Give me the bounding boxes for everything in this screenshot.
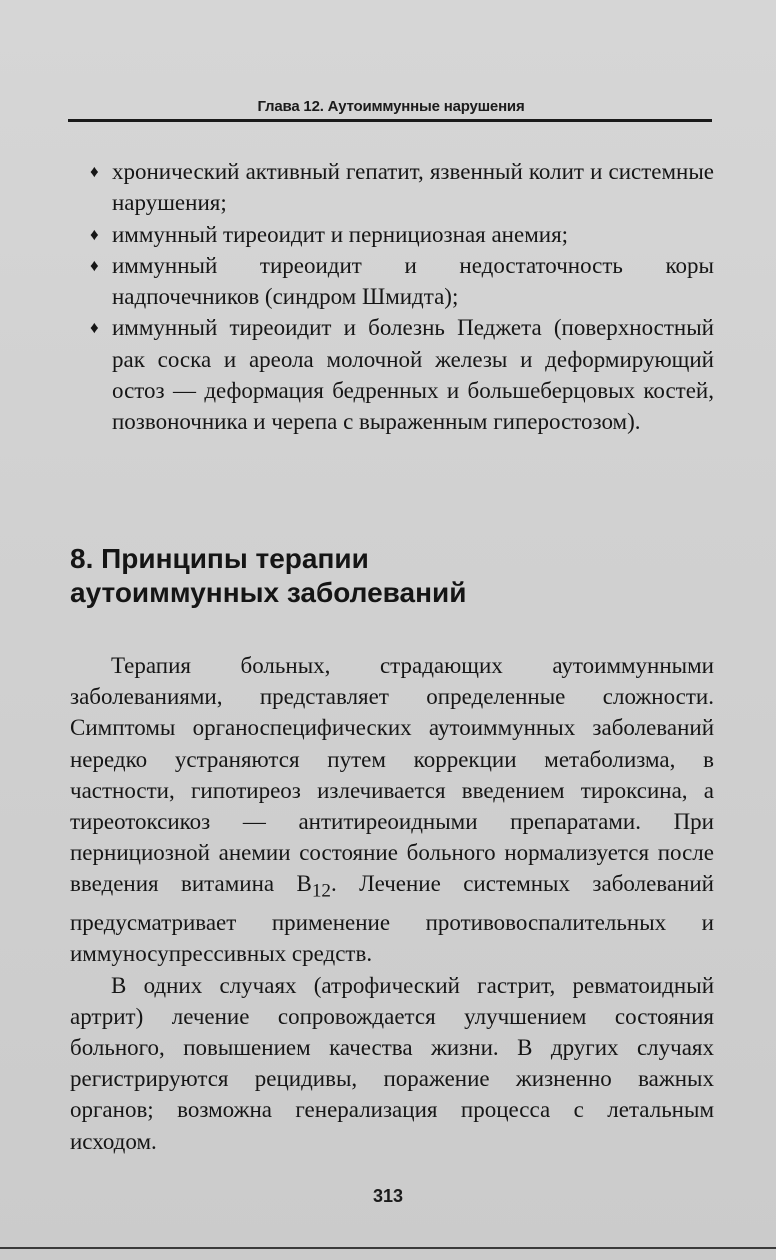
paragraph [70, 650, 714, 970]
list-item-text: хронический активный гепатит, язвенный колит и системные нарушения; [112, 159, 714, 216]
page-bottom-edge [0, 1247, 776, 1249]
section-heading-line-2: аутоиммунных заболеваний [70, 577, 467, 608]
list-item [90, 219, 714, 250]
section-heading-line-1: 8. Принципы терапии [70, 543, 369, 574]
list-item [90, 156, 714, 219]
running-header: Глава 12. Аутоиммунные нарушения [257, 98, 525, 115]
list-item [90, 312, 714, 437]
paragraph-text: Терапия больных, страдающих аутоиммунными заболеваниями, представляет определенные сложности. Симптомы органоспецифических аутоиммунных заболеваний нередко устраняются путем коррекции метаболизма, в частности, гипотиреоз излечивается введением тироксина, а тиреотоксикоз — антитиреоидными препаратами. При пернициозной анемии состояние больного нормализуется после введения витамина В [70, 653, 714, 897]
list-item [90, 250, 714, 313]
list-item-text: иммунный тиреоидит и пернициозная анемия; [112, 221, 569, 247]
paragraph: В одних случаях (атрофический гастрит, ревматоидный артрит) лечение сопровождается улучшением состояния больного, повышением качества жизни. В других случаях регистрируются рецидивы, поражение жизненно важных органов; возможна генерализация процесса с летальным исходом. [70, 972, 714, 1154]
page-number: 313 [372, 1186, 404, 1206]
body-text [70, 650, 714, 1157]
diamond-bullet-icon: ♦ [90, 162, 99, 181]
vitamin-subscript: 12 [311, 881, 331, 903]
diamond-bullet-icon: ♦ [90, 224, 99, 244]
section-heading [70, 542, 710, 610]
diamond-bullet-icon: ♦ [90, 255, 99, 275]
list-item-text: иммунный тиреоидит и болезнь Педжета (поверхностный рак соска и ареола молочной железы и деформирующий остоз — деформация бедренных и большеберцовых костей, позвоночника и черепа с выраженным гиперостозом). [112, 315, 714, 435]
paragraph-text-continued: . Лечение системных заболеваний предусматривает применение противовоспалительных и иммуносупрессивных средств. [70, 871, 714, 967]
header-rule [68, 119, 712, 122]
bullet-list [90, 156, 714, 438]
list-item-text: иммунный тиреоидит и недостаточность коры надпочечников (синдром Шмидта); [112, 252, 714, 310]
diamond-bullet-icon: ♦ [90, 318, 99, 338]
